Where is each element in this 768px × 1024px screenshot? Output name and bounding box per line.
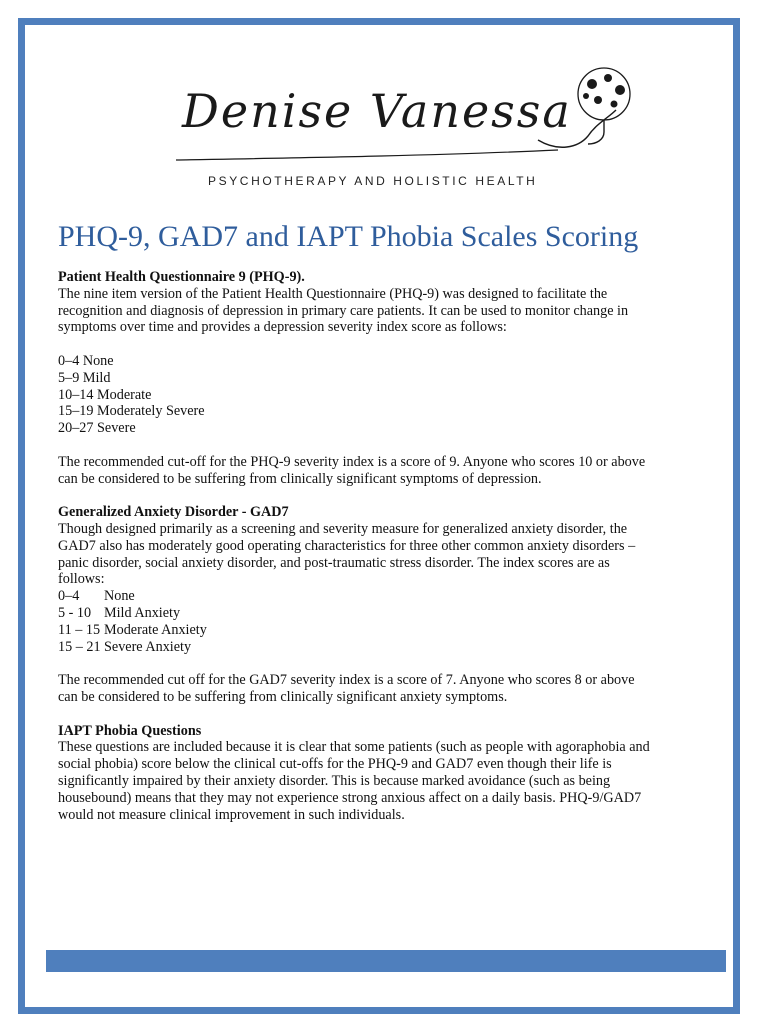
phq9-score-item: 10–14 Moderate [58,386,152,403]
gad7-score-range: 0–4 [58,588,80,605]
phq9-cutoff-line: can be considered to be suffering from clinically significant symptoms of depression. [58,470,542,487]
iapt-body-line: significantly impaired by their anxiety disorder. This is because marked avoidance (such as being [58,772,611,789]
gad7-score-label: None [104,588,135,605]
phq9-intro-line: symptoms over time and provides a depression severity index score as follows: [58,319,507,336]
gad7-score-label: Severe Anxiety [104,638,192,655]
logo-tagline: PSYCHOTHERAPY AND HOLISTIC HEALTH [208,174,538,188]
phq9-score-item: 20–27 Severe [58,420,136,437]
gad7-intro-line: panic disorder, social anxiety disorder, and post-traumatic stress disorder. The index scores are as [58,554,610,571]
page-title: PHQ-9, GAD7 and IAPT Phobia Scales Scoring [58,220,639,253]
phq9-heading: Patient Health Questionnaire 9 (PHQ-9). [58,269,305,285]
gad7-cutoff-line: can be considered to be suffering from clinically significant anxiety symptoms. [58,688,508,705]
phq9-score-item: 15–19 Moderately Severe [58,403,205,420]
iapt-heading: IAPT Phobia Questions [58,722,202,739]
iapt-body-line: housebound) means that they may not experience strong anxious affect on a daily basis. PHQ-9/GAD7 [58,789,642,806]
tree-head-icon [578,68,630,144]
brand-logo [168,62,644,194]
phq9-intro-line: recognition and diagnosis of depression in primary care patients. It can be used to monitor change in [58,302,629,319]
gad7-score-range: 11 – 15 [58,621,101,638]
gad7-score-label: Moderate Anxiety [104,621,207,638]
gad7-score-range: 15 – 21 [58,638,101,655]
phq9-score-item: 0–4 None [58,352,114,369]
iapt-body-line: social phobia) score below the clinical cut-offs for the PHQ-9 and GAD7 even though their life is [58,756,612,773]
gad7-intro-line: Though designed primarily as a screening and severity measure for generalized anxiety disorder, the [58,520,628,537]
gad7-intro-line: follows: [58,571,105,588]
gad7-intro-line: GAD7 also has moderately good operating characteristics for three other common anxiety disorders – [58,537,636,554]
iapt-body-line: These questions are included because it is clear that some patients (such as people with agoraphobia and [58,739,650,756]
gad7-score-label: Mild Anxiety [104,604,181,621]
phq9-score-item: 5–9 Mild [58,369,111,386]
gad7-score-range: 5 - 10 [58,604,92,621]
gad7-heading: Generalized Anxiety Disorder - GAD7 [58,504,289,521]
phq9-intro-line: The nine item version of the Patient Health Questionnaire (PHQ-9) was designed to facilitate the [58,285,608,302]
gad7-score-row [58,639,718,656]
gad7-score-row [58,605,718,622]
iapt-body-line: would not measure clinical improvement in such individuals. [58,806,405,823]
footer-bar [46,950,726,972]
logo-script-text: Denise Vanessa [182,84,572,138]
gad7-score-row [58,622,718,639]
gad7-score-row [58,588,718,605]
phq9-cutoff-line: The recommended cut-off for the PHQ-9 severity index is a score of 9. Anyone who scores 10 or above [58,453,646,470]
document-body [58,269,718,823]
gad7-cutoff-line: The recommended cut off for the GAD7 severity index is a score of 7. Anyone who scores 8 or above [58,672,635,689]
